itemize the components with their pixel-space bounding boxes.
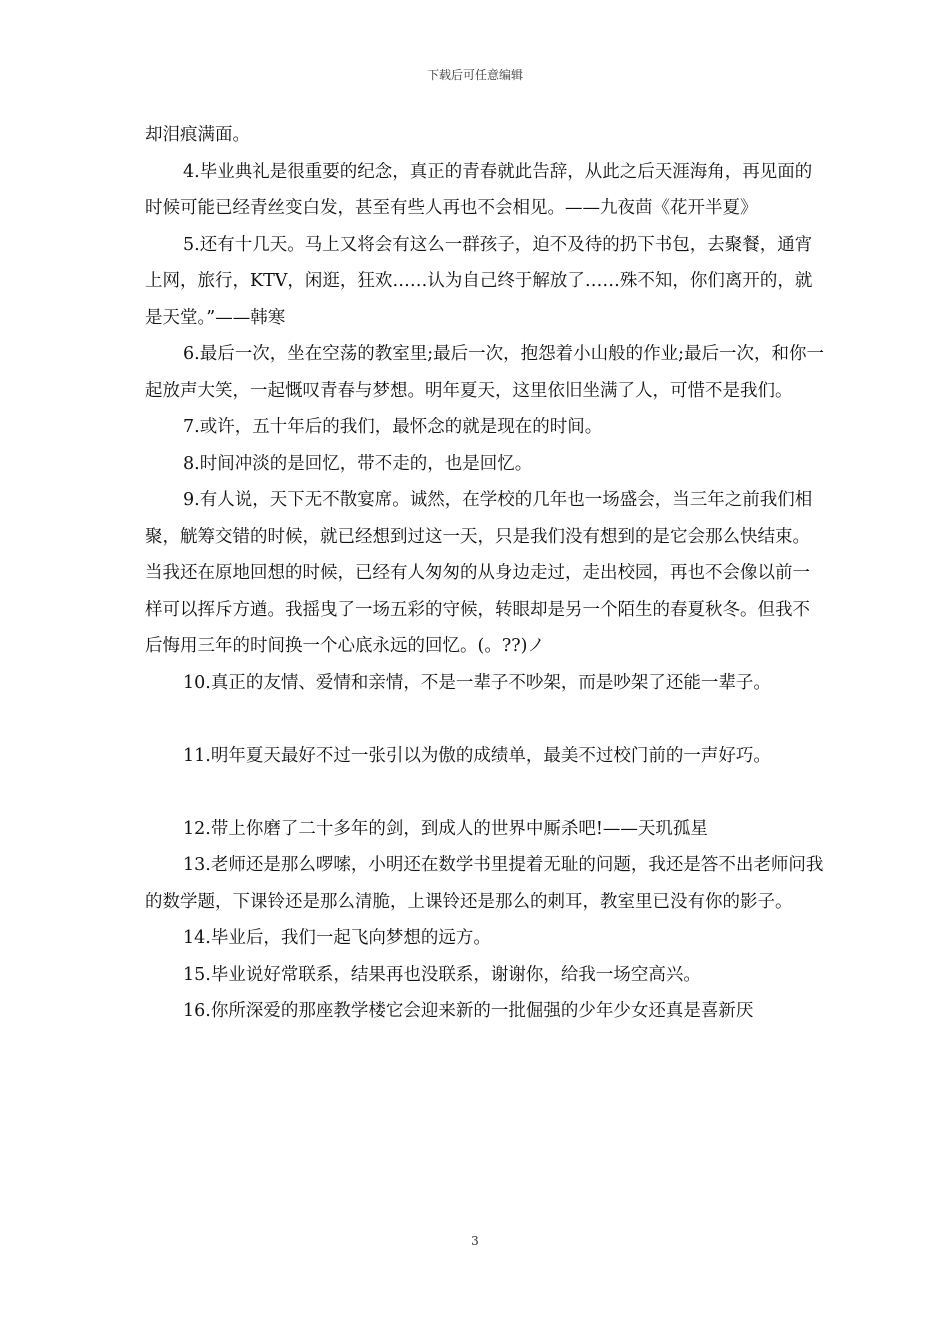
paragraph: 15.毕业说好常联系，结果再也没联系，谢谢你，给我一场空高兴。 [183,964,701,985]
paragraph: 6.最后一次，坐在空荡的教室里;最后一次，抱怨着小山般的作业;最后一次，和你一起放声大笑，一起慨叹青春与梦想。明年夏天，这里依旧坐满了人，可惜不是我们。 [145,344,824,401]
paragraph: 4.毕业典礼是很重要的纪念，真正的青春就此告辞，从此之后天涯海角，再见面的时候可能已经青丝变白发，甚至有些人再也不会相见。——九夜茴《花开半夏》 [145,161,813,218]
paragraph-spacer [145,774,825,811]
paragraph: 12.带上你磨了二十多年的剑，到成人的世界中厮杀吧!——天玑孤星 [183,818,708,839]
page-header: 下载后可任意编辑 [426,68,523,82]
paragraph: 16.你所深爱的那座教学楼它会迎来新的一批倔强的少年少女还真是喜新厌 [183,1001,754,1021]
paragraph: 9.有人说，天下无不散宴席。诚然，在学校的几年也一场盛会，当三年之前我们相聚，觥筹交错的时候，就已经想到过这一天，只是我们没有想到的是它会那么快结束。当我还在原地回想的时候，已经有人匆匆的从身边走过，走出校园，再也不会像以前一样可以挥斥方遒。我摇曳了一场五彩的守候，转眼却是另一个陌生的春夏秋冬。但我不后悔用三年的时间换一个心底永远的回忆。(。??)ノ [145,490,813,656]
paragraph: 11.明年夏天最好不过一张引以为傲的成绩单，最美不过校门前的一声好巧。 [183,745,771,766]
paragraph: 13.老师还是那么啰嗦，小明还在数学书里提着无耻的问题，我还是答不出老师问我的数学题，下课铃还是那么清脆，上课铃还是那么的刺耳，教室里已没有你的影子。 [145,855,824,912]
document-body [145,117,825,1030]
paragraph-spacer [145,701,825,738]
paragraph: 10.真正的友情、爱情和亲情，不是一辈子不吵架，而是吵架了还能一辈子。 [183,672,771,693]
page-number: 3 [471,1234,479,1248]
paragraph: 5.还有十几天。马上又将会有这么一群孩子，迫不及待的扔下书包，去聚餐，通宵上网，旅行，KTV，闲逛，狂欢……认为自己终于解放了……殊不知，你们离开的，就是天堂。”——韩寒 [145,234,813,328]
paragraph: 8.时间冲淡的是回忆，带不走的，也是回忆。 [183,453,533,474]
paragraph: 7.或许，五十年后的我们，最怀念的就是现在的时间。 [183,417,603,437]
paragraph: 却泪痕满面。 [145,125,250,145]
paragraph: 14.毕业后，我们一起飞向梦想的远方。 [183,928,491,948]
